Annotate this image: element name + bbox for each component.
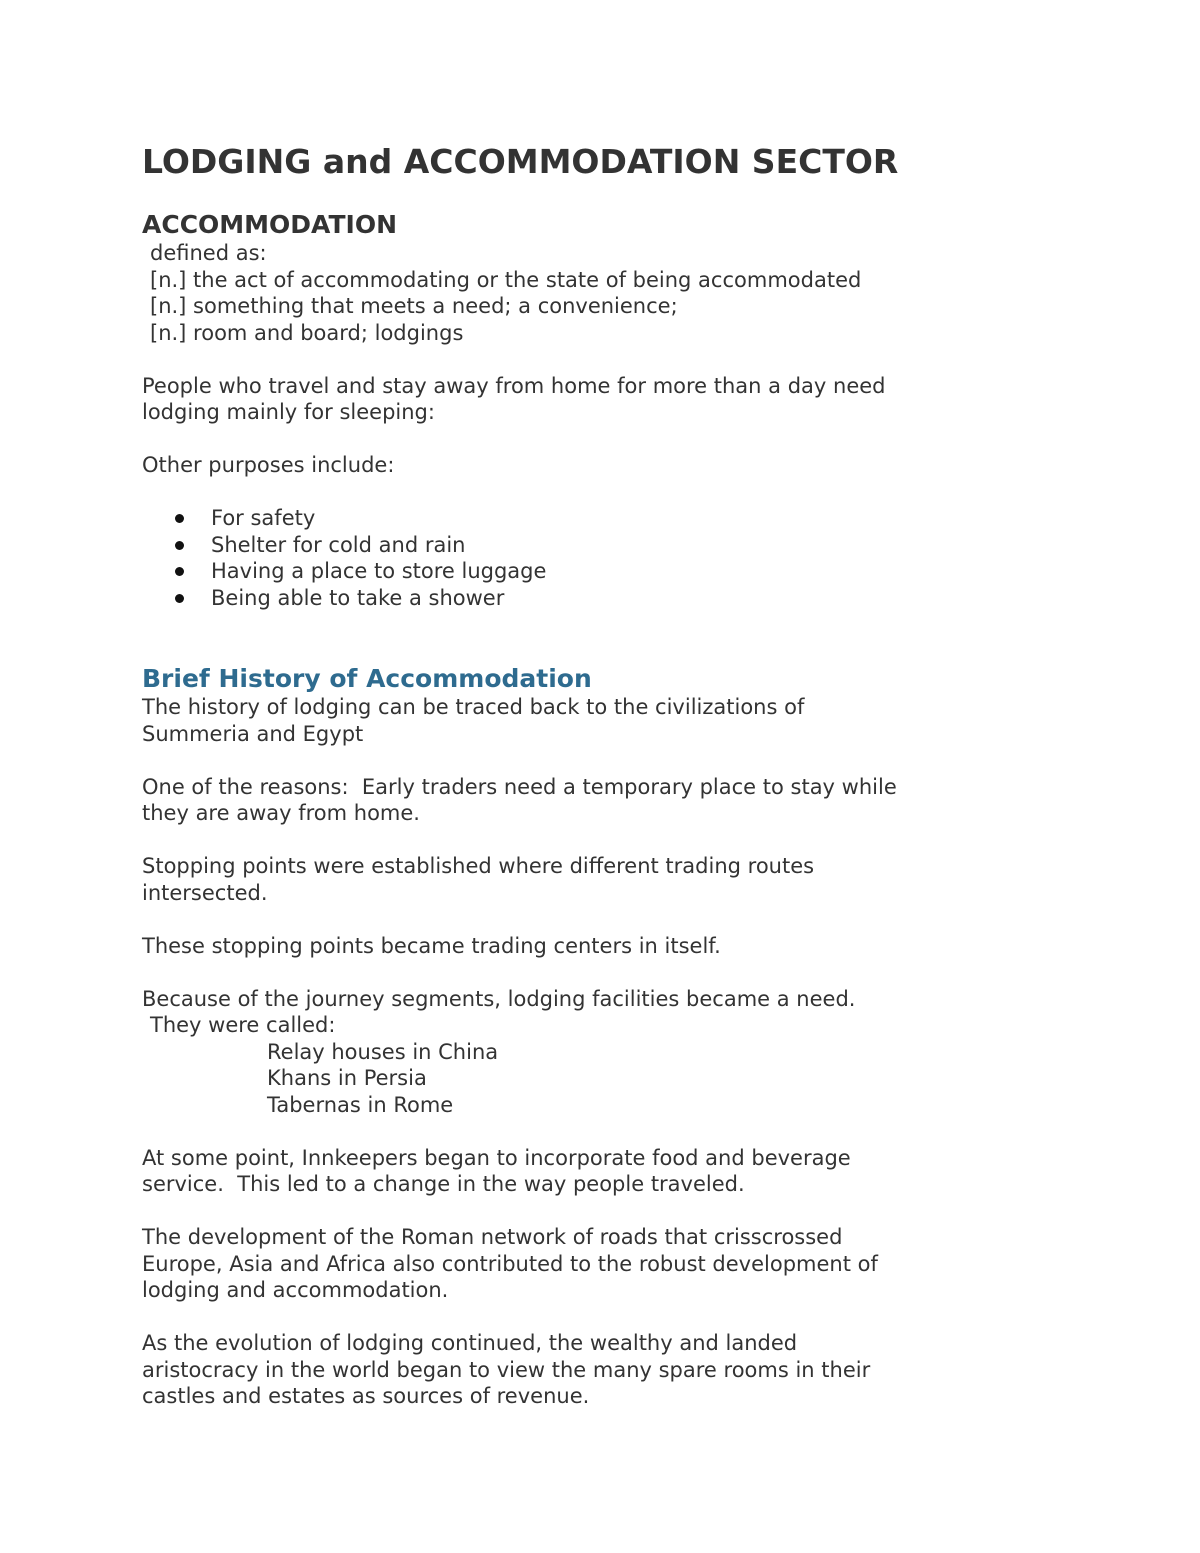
definition-item: [n.] the act of accommodating or the state of being accommodated — [150, 267, 862, 292]
called-item: Khans in Persia — [267, 1066, 427, 1090]
history-paragraph — [142, 694, 1080, 747]
definition-intro: defined as: — [150, 241, 267, 265]
paragraph-line: lodging mainly for sleeping: — [142, 400, 435, 424]
paragraph-line: service. This led to a change in the way people traveled. — [142, 1172, 745, 1196]
list-item: Shelter for cold and rain — [142, 532, 1080, 559]
paragraph-line: At some point, Innkeepers began to incorporate food and beverage — [142, 1145, 851, 1170]
paragraph-line: aristocracy in the world began to view the many spare rooms in their — [142, 1357, 871, 1382]
paragraph-line: lodging and accommodation. — [142, 1278, 449, 1302]
paragraph-line: Europe, Asia and Africa also contributed to the robust development of — [142, 1251, 878, 1276]
paragraph-line: Stopping points were established where different trading routes — [142, 854, 815, 878]
paragraph-line: One of the reasons: Early traders need a temporary place to stay while — [142, 774, 897, 799]
other-purposes-intro: Other purposes include: — [142, 453, 395, 477]
section-subtitle: ACCOMMODATION — [142, 210, 397, 239]
paragraph-line: The development of the Roman network of roads that crisscrossed — [142, 1225, 843, 1249]
history-heading: Brief History of Accommodation — [142, 664, 592, 693]
bullet-icon — [175, 567, 184, 576]
paragraph-line: castles and estates as sources of revenue. — [142, 1384, 590, 1408]
history-paragraph — [142, 774, 1080, 827]
called-item: Relay houses in China — [267, 1039, 499, 1064]
paragraph-line: intersected. — [142, 880, 268, 905]
bullet-icon — [175, 514, 184, 523]
paragraph-line: they are away from home. — [142, 801, 420, 825]
paragraph-line: Summeria and Egypt — [142, 721, 364, 746]
definition-item: [n.] something that meets a need; a convenience; — [150, 294, 678, 318]
history-paragraph — [142, 1330, 1080, 1410]
paragraph-line: As the evolution of lodging continued, the wealthy and landed — [142, 1331, 798, 1355]
history-paragraph — [142, 1224, 1080, 1304]
history-paragraph — [142, 853, 1080, 906]
purposes-list — [142, 505, 1080, 611]
list-item: For safety — [142, 505, 1080, 532]
history-paragraph: These stopping points became trading centers in itself. — [142, 933, 721, 958]
paragraph-line: People who travel and stay away from home for more than a day need — [142, 373, 886, 398]
definition-item: [n.] room and board; lodgings — [150, 320, 464, 345]
bullet-icon — [175, 594, 184, 603]
list-item: Having a place to store luggage — [142, 558, 1080, 585]
list-item: Being able to take a shower — [142, 585, 1080, 612]
paragraph-travel — [142, 373, 1080, 426]
history-paragraph — [142, 1145, 1080, 1198]
history-paragraph — [142, 986, 1080, 1119]
paragraph-line: They were called: — [150, 1013, 336, 1037]
document-title: LODGING and ACCOMMODATION SECTOR — [142, 142, 899, 181]
called-list — [142, 1039, 1080, 1119]
paragraph-line: The history of lodging can be traced back to the civilizations of — [142, 695, 805, 719]
paragraph-line: Because of the journey segments, lodging facilities became a need. — [142, 986, 856, 1011]
bullet-icon — [175, 541, 184, 550]
called-item: Tabernas in Rome — [267, 1092, 454, 1117]
